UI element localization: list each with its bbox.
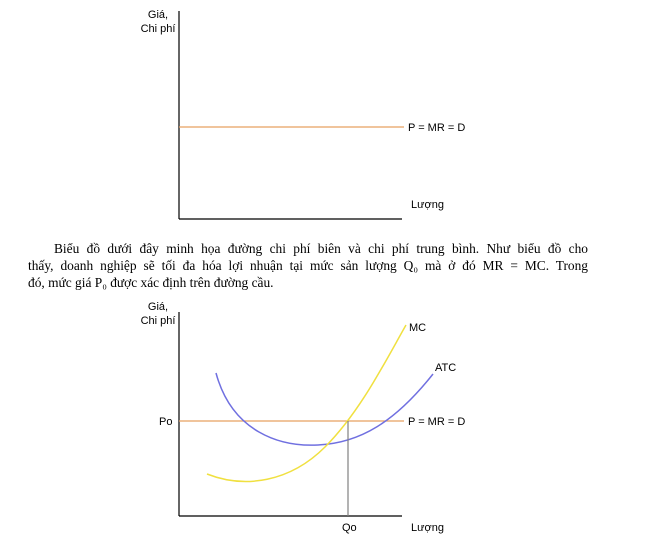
body-paragraph <box>28 240 588 291</box>
paragraph-line-1: Biểu đồ dưới đây minh họa đường chi phí biên và chi phí trung bình. Như biểu đồ cho <box>54 241 588 256</box>
paragraph-line-2: thấy, doanh nghiệp sẽ tối đa hóa lợi nhuận tại mức sản lượng Q₀ mà ở đó MR = MC. Trong <box>28 258 588 273</box>
price-line-label: P = MR = D <box>408 122 466 134</box>
y-axis-label-line2: Chi phí <box>140 315 176 327</box>
y-axis-label-line1: Giá, <box>147 301 169 313</box>
y-axis-label-line1: Giá, <box>147 9 169 21</box>
paragraph-line-3: đó, mức giá P₀ được xác định trên đường cầu. <box>28 275 274 290</box>
figure-1-chart <box>0 0 648 230</box>
mc-label: MC <box>409 322 427 334</box>
price-line-label: P = MR = D <box>408 416 466 428</box>
figure-2 <box>0 292 648 537</box>
figure-2-chart <box>0 292 648 537</box>
atc-label: ATC <box>435 362 457 374</box>
figure-1 <box>0 0 648 230</box>
price-tick-label: Po <box>159 416 173 428</box>
mc-curve <box>207 325 406 481</box>
quantity-tick-label: Qo <box>342 522 357 534</box>
x-axis-label: Lượng <box>411 199 444 211</box>
y-axis-label-line2: Chi phí <box>140 23 176 35</box>
atc-curve <box>216 373 433 445</box>
x-axis-label: Lượng <box>411 522 444 534</box>
